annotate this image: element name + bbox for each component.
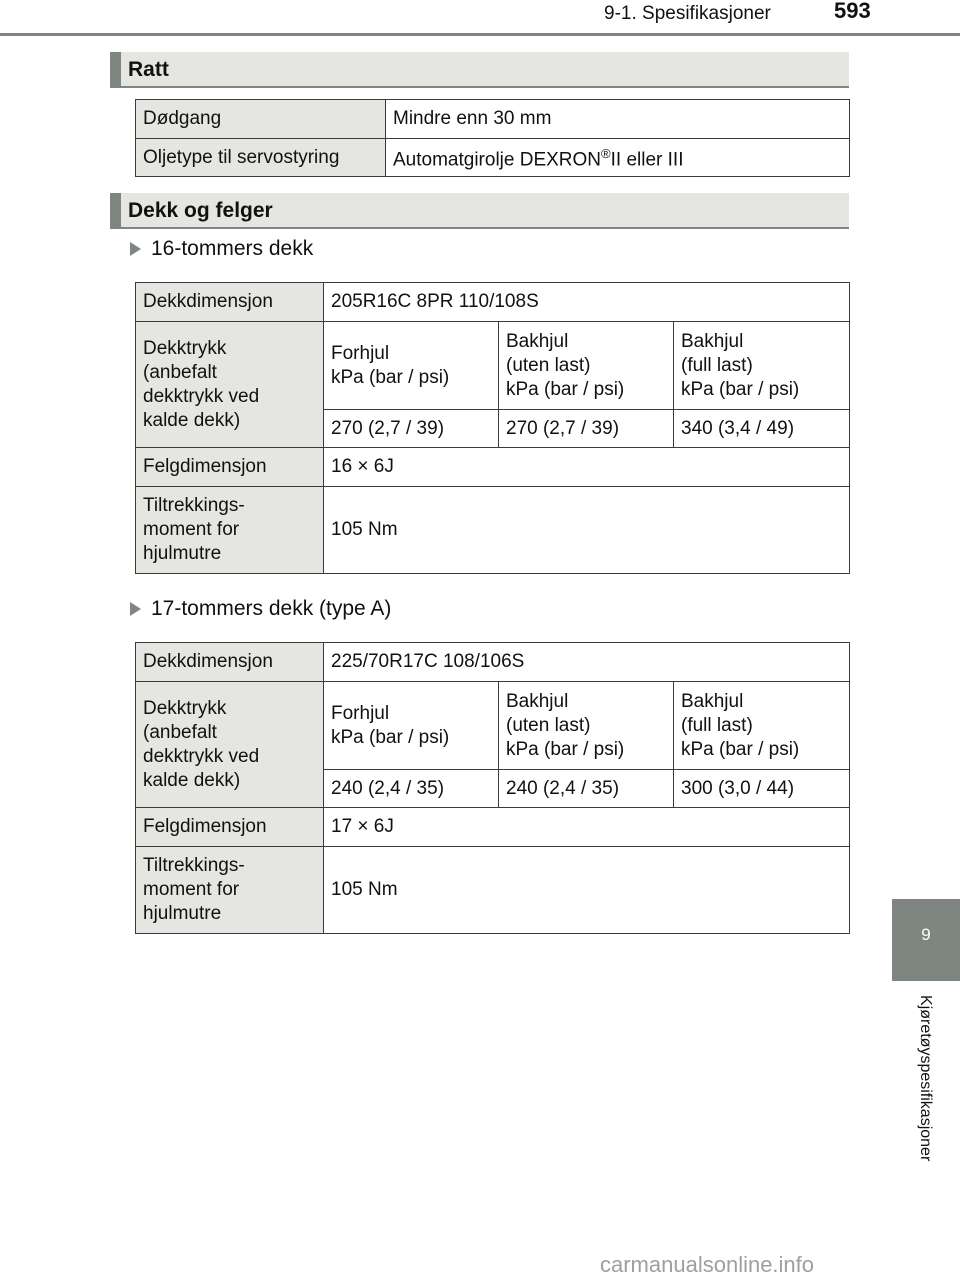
steering-table: [135, 99, 850, 177]
label-line: moment for: [143, 879, 240, 900]
front-pressure-value: 240 (2,4 / 35): [324, 770, 499, 808]
rear-wheel-full-header: [674, 322, 850, 410]
label-line: Tiltrekkings-: [143, 855, 245, 876]
rear-wheel-full-header: [674, 682, 850, 770]
rear-pressure-value: 240 (2,4 / 35): [499, 770, 674, 808]
table-row: [136, 682, 850, 770]
label-line: dekktrykk ved: [143, 745, 260, 767]
header-line: (uten last): [506, 714, 591, 736]
header-line: kPa (bar / psi): [506, 738, 625, 760]
row-label: Oljetype til servostyring: [136, 139, 386, 177]
front-pressure-value: 270 (2,7 / 39): [324, 410, 499, 448]
tire-table-17: [135, 642, 850, 934]
label-line: moment for: [143, 519, 240, 540]
header-line: kPa (bar / psi): [681, 738, 800, 760]
chapter-label: Kjøretøyspesifikasjoner: [917, 995, 934, 1162]
torque-value: 105 Nm: [324, 487, 850, 574]
value-text: II eller III: [610, 149, 684, 171]
table-row: [136, 322, 850, 410]
label-line: kalde dekk): [143, 769, 241, 791]
subheading-16: [130, 237, 313, 261]
page-number: 593: [834, 0, 871, 23]
header-line: (full last): [681, 354, 753, 376]
watermark: carmanualsonline.info: [600, 1252, 815, 1277]
table-row: [136, 847, 850, 934]
rear-wheel-header: [499, 682, 674, 770]
rear-pressure-value: 270 (2,7 / 39): [499, 410, 674, 448]
label-line: (anbefalt: [143, 721, 217, 743]
chapter-tab[interactable]: 9: [892, 899, 960, 981]
row-label: Dødgang: [136, 100, 386, 139]
header-line: (uten last): [506, 354, 591, 376]
rim-dimension-label: Felgdimensjon: [136, 808, 324, 847]
header-line: kPa (bar / psi): [681, 378, 800, 400]
table-row: [136, 139, 850, 177]
header-line: kPa (bar / psi): [331, 726, 450, 748]
tire-table-16: [135, 282, 850, 574]
header-line: kPa (bar / psi): [331, 366, 450, 388]
pressure-label: [136, 322, 324, 448]
subheading-text: 16-tommers dekk: [151, 237, 314, 260]
tire-dimension-label: Dekkdimensjon: [136, 283, 324, 322]
label-line: Dekktrykk: [143, 697, 227, 719]
table-row: [136, 808, 850, 847]
label-line: Tiltrekkings-: [143, 495, 245, 516]
rim-dimension-value: 16 × 6J: [324, 448, 850, 487]
value-text: Automatgirolje DEXRON: [393, 149, 602, 171]
rim-dimension-value: 17 × 6J: [324, 808, 850, 847]
header-rule: [0, 33, 960, 36]
label-line: dekktrykk ved: [143, 385, 260, 407]
rear-full-pressure-value: 300 (3,0 / 44): [674, 770, 850, 808]
header-line: Forhjul: [331, 702, 390, 724]
header-line: (full last): [681, 714, 753, 736]
header-line: Bakhjul: [681, 330, 744, 352]
section-heading-ratt: Ratt: [110, 52, 849, 88]
front-wheel-header: [324, 682, 499, 770]
bullet-triangle-icon: [130, 602, 141, 616]
table-row: [136, 487, 850, 574]
rear-wheel-header: [499, 322, 674, 410]
tire-dimension-value: 205R16C 8PR 110/108S: [324, 283, 850, 322]
row-value: Mindre enn 30 mm: [386, 100, 850, 139]
label-line: Dekktrykk: [143, 337, 227, 359]
rim-dimension-label: Felgdimensjon: [136, 448, 324, 487]
tire-dimension-label: Dekkdimensjon: [136, 643, 324, 682]
header-line: Bakhjul: [506, 690, 569, 712]
subheading-17: [130, 597, 391, 621]
header-line: Bakhjul: [681, 690, 744, 712]
header-line: Bakhjul: [506, 330, 569, 352]
header-line: Forhjul: [331, 342, 390, 364]
header-line: kPa (bar / psi): [506, 378, 625, 400]
section-heading-dekk: Dekk og felger: [110, 193, 849, 229]
label-line: (anbefalt: [143, 361, 217, 383]
registered-mark: ®: [601, 146, 611, 162]
table-row: [136, 100, 850, 139]
label-line: kalde dekk): [143, 409, 241, 431]
torque-label: [136, 487, 324, 574]
torque-value: 105 Nm: [324, 847, 850, 934]
table-row: [136, 643, 850, 682]
rear-full-pressure-value: 340 (3,4 / 49): [674, 410, 850, 448]
label-line: hjulmutre: [143, 903, 222, 924]
torque-label: [136, 847, 324, 934]
label-line: hjulmutre: [143, 543, 222, 564]
row-value: [386, 139, 850, 177]
tire-dimension-value: 225/70R17C 108/106S: [324, 643, 850, 682]
table-row: [136, 448, 850, 487]
table-row: [136, 283, 850, 322]
pressure-label: [136, 682, 324, 808]
bullet-triangle-icon: [130, 242, 141, 256]
subheading-text: 17-tommers dekk (type A): [151, 597, 392, 620]
header-section-title: 9-1. Spesifikasjoner: [604, 3, 771, 24]
front-wheel-header: [324, 322, 499, 410]
